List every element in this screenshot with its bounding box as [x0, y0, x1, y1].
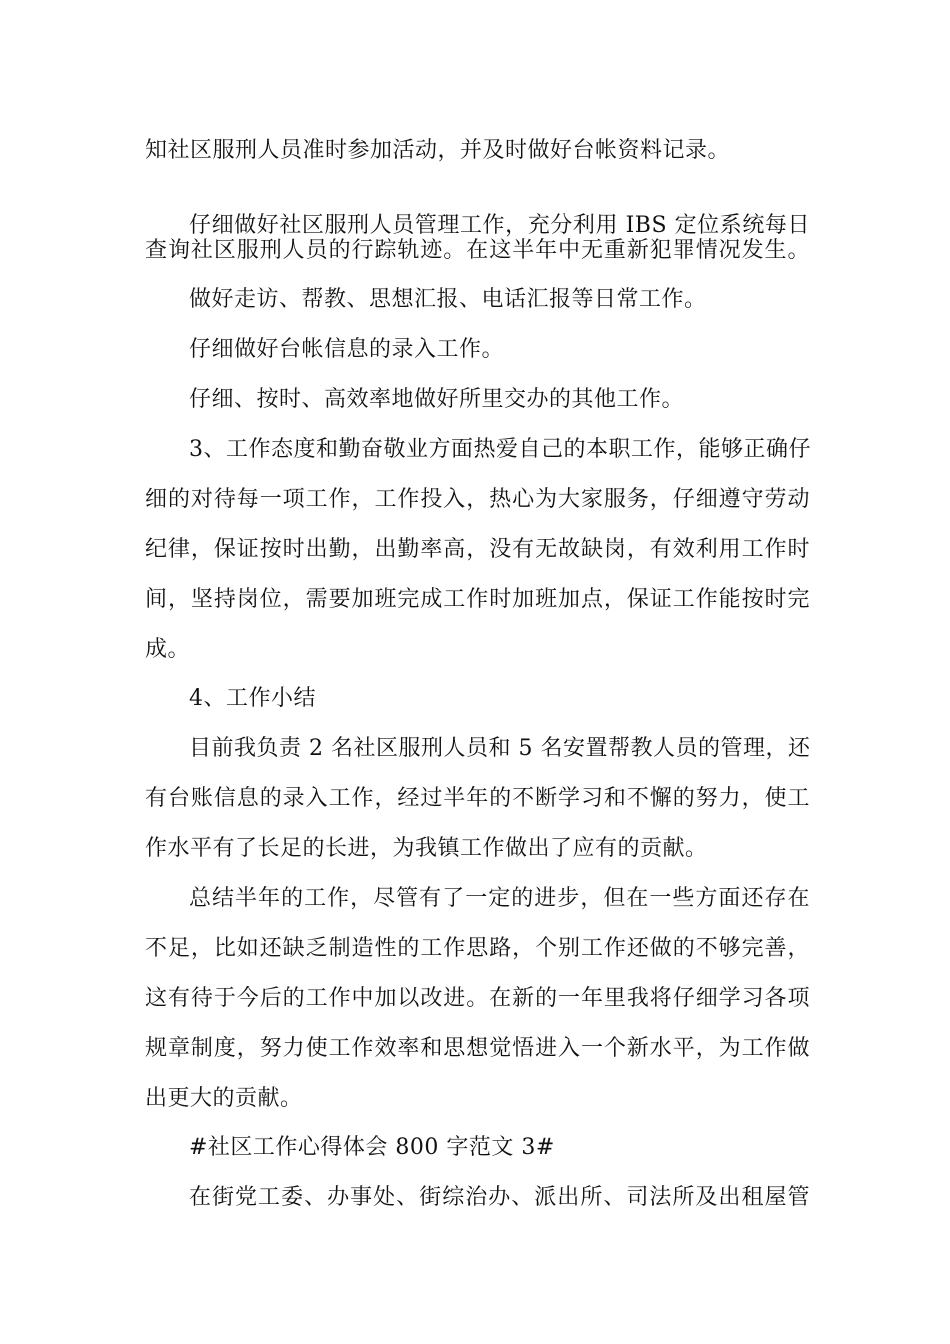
text-line-3: 查询社区服刑人员的行踪轨迹。在这半年中无重新犯罪情况发生。: [145, 238, 810, 263]
text-line-6: 仔细、按时、高效率地做好所里交办的其他工作。: [189, 387, 685, 412]
text-line-22: 在街党工委、办事处、街综治办、派出所、司法所及出租屋管: [189, 1185, 810, 1210]
text-line-16: 总结半年的工作，尽管有了一定的进步，但在一些方面还存在: [189, 886, 810, 911]
text-line-13: 目前我负责 2 名社区服刑人员和 5 名安置帮教人员的管理，还: [189, 736, 811, 761]
text-line-19: 规章制度，努力使工作效率和思想觉悟进入一个新水平，为工作做: [145, 1036, 810, 1061]
section-heading-4: 4、工作小结: [189, 686, 316, 711]
text-line-4: 做好走访、帮教、思想汇报、电话汇报等日常工作。: [189, 287, 707, 312]
text-line-14: 有台账信息的录入工作，经过半年的不断学习和不懈的努力，使工: [145, 786, 810, 811]
text-line-9: 纪律，保证按时出勤，出勤率高，没有无故缺岗，有效利用工作时: [145, 537, 810, 562]
text-line-2: 仔细做好社区服刑人员管理工作，充分利用 IBS 定位系统每日: [189, 213, 810, 238]
text-line-1: 知社区服刑人员准时参加活动，并及时做好台帐资料记录。: [145, 138, 731, 163]
section-title-sample-3: #社区工作心得体会 800 字范文 3#: [189, 1135, 555, 1160]
text-line-18: 这有待于今后的工作中加以改进。在新的一年里我将仔细学习各项: [145, 986, 810, 1011]
text-line-5: 仔细做好台帐信息的录入工作。: [189, 337, 505, 362]
text-line-7: 3、工作态度和勤奋敬业方面热爱自己的本职工作，能够正确仔: [189, 437, 811, 462]
text-line-10: 间，坚持岗位，需要加班完成工作时加班加点，保证工作能按时完: [145, 587, 810, 612]
text-line-8: 细的对待每一项工作，工作投入，热心为大家服务，仔细遵守劳动: [145, 487, 810, 512]
text-line-20: 出更大的贡献。: [145, 1086, 303, 1111]
text-line-15: 作水平有了长足的长进，为我镇工作做出了应有的贡献。: [145, 836, 708, 861]
text-line-11: 成。: [145, 637, 191, 662]
text-line-17: 不足，比如还缺乏制造性的工作思路，个别工作还做的不够完善，: [145, 936, 810, 961]
